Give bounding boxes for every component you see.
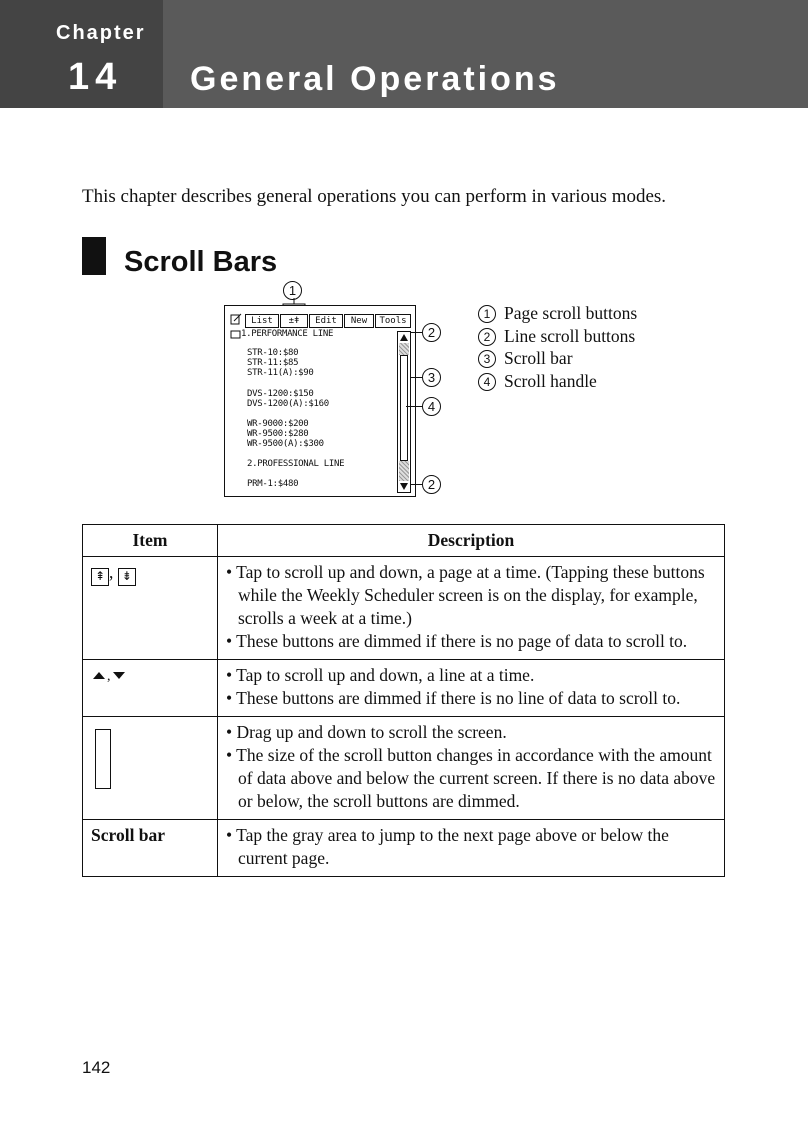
screen-line: STR-10:$80: [247, 348, 299, 358]
screen-line: 1.PERFORMANCE LINE: [241, 329, 334, 339]
page-scroll-icons: ⇞ , ⇟: [83, 557, 218, 660]
screen-line: 2.PROFESSIONAL LINE: [247, 459, 345, 469]
scroll-handle-icon: [95, 729, 111, 789]
chapter-label: Chapter: [56, 22, 146, 44]
page-scroll-buttons: ±ǂ: [280, 314, 308, 328]
callout-1: 1: [283, 281, 302, 300]
leader-4: [406, 406, 422, 407]
line-down-icon: [399, 482, 409, 491]
line-up-down-icon: [91, 667, 137, 683]
scroll-handle-cell: [83, 717, 218, 820]
callout-legend: [478, 302, 637, 392]
callout-2-top: 2: [422, 323, 441, 342]
table-row: [83, 820, 725, 877]
row-description: • Tap the gray area to jump to the next page above or below the current page.: [218, 820, 725, 877]
scroll-handle: [400, 355, 408, 461]
section-title: Scroll Bars: [124, 246, 278, 278]
scroll-bar-item: Scroll bar: [83, 820, 218, 877]
leader-2-bottom: [410, 484, 422, 485]
screen-line: WR-9000:$200: [247, 419, 309, 429]
row-description: • Tap to scroll up and down, a page at a time. (Tapping these buttons while the Weekly Scheduler screen is on the display, for example, scrolls a week at a time.) • These buttons are dimmed if there is no page of data to scroll to.: [218, 557, 725, 660]
edit-button: Edit: [309, 314, 343, 328]
table-row: [83, 717, 725, 820]
page-down-icon: ⇟: [118, 568, 136, 586]
chapter-header: [0, 0, 808, 108]
svg-text:,: ,: [107, 669, 111, 683]
leader-3: [410, 377, 422, 378]
chapter-title: General Operations: [190, 60, 560, 98]
table-row: [83, 660, 725, 717]
page-number: 142: [82, 1058, 111, 1077]
section-marker: [82, 237, 106, 275]
screen-line: DVS-1200(A):$160: [247, 399, 329, 409]
screen-line: WR-9500(A):$300: [247, 439, 324, 449]
line-up-icon: [399, 333, 409, 342]
description-header: Description: [218, 525, 725, 557]
item-header: Item: [83, 525, 218, 557]
screen-line: DVS-1200:$150: [247, 389, 314, 399]
scroll-track-lower: [399, 461, 409, 481]
chapter-number: 14: [68, 56, 123, 98]
legend-item: 3 Scroll bar: [478, 347, 637, 370]
screen-line: WR-9500:$280: [247, 429, 309, 439]
description-table: [82, 524, 725, 877]
screen-line: STR-11(A):$90: [247, 368, 314, 378]
scroll-bar: [397, 331, 411, 493]
row-description: • Tap to scroll up and down, a line at a time. • These buttons are dimmed if there is no line of data to scroll to.: [218, 660, 725, 717]
table-row: [83, 557, 725, 660]
row-description: • Drag up and down to scroll the screen. • The size of the scroll button changes in accordance with the amount of data above and below the current screen. If there is no data above or below, the scroll buttons are dimmed.: [218, 717, 725, 820]
screen-illustration: [224, 305, 416, 497]
line-scroll-icons: [83, 660, 218, 717]
callout-2-bottom: 2: [422, 475, 441, 494]
list-button: List: [245, 314, 279, 328]
callout-4: 4: [422, 397, 441, 416]
new-button: New: [344, 314, 374, 328]
memo-icon: [230, 313, 242, 325]
page-up-icon: ⇞: [91, 568, 109, 586]
legend-item: 1 Page scroll buttons: [478, 302, 637, 325]
leader-2-top: [410, 332, 422, 333]
tools-button: Tools: [375, 314, 411, 328]
legend-item: 4 Scroll handle: [478, 370, 637, 393]
callout-3: 3: [422, 368, 441, 387]
table-header-row: [83, 525, 725, 557]
intro-paragraph: This chapter describes general operations you can perform in various modes.: [82, 186, 667, 207]
screen-line: STR-11:$85: [247, 358, 299, 368]
scroll-track-upper: [399, 343, 409, 355]
legend-item: 2 Line scroll buttons: [478, 325, 637, 348]
screen-line: PRM-1:$480: [247, 479, 299, 489]
